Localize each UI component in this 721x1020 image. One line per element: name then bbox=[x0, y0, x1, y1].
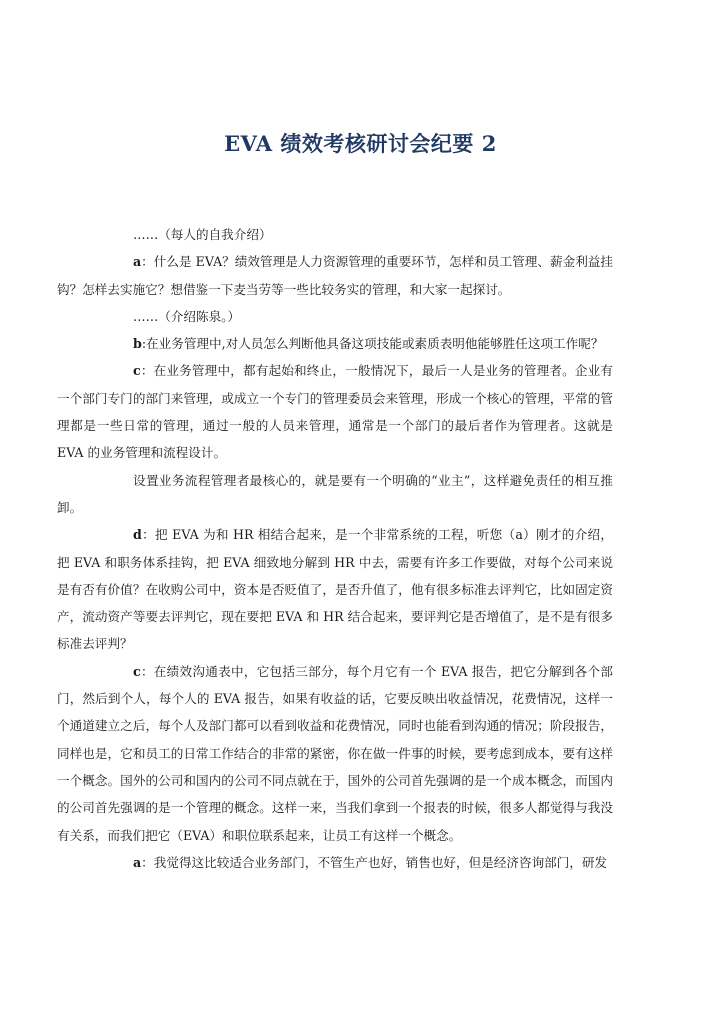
paragraph-text: :在业务管理中,对人员怎么判断他具备这项技能或素质表明他能够胜任这项工作呢？ bbox=[141, 336, 604, 352]
paragraph-intro bbox=[57, 221, 613, 248]
document-title: EVA 绩效考核研讨会纪要 2 bbox=[224, 131, 497, 156]
speaker-label: c bbox=[133, 663, 141, 679]
paragraph-text: ……（介绍陈泉。） bbox=[133, 308, 241, 324]
paragraph-b-question bbox=[57, 330, 613, 357]
paragraph-text: ……（每人的自我介绍） bbox=[133, 227, 272, 242]
paragraph-text: 设置业务流程管理者最核心的，就是要有一个明确的“业主”，这样避免责任的相互推卸。 bbox=[57, 472, 613, 515]
paragraph-a-comment bbox=[57, 849, 613, 876]
paragraph-text: ：我觉得这比较适合业务部门，不管生产也好，销售也好，但是经济咨询部门，研发 bbox=[141, 854, 608, 870]
speaker-label: b bbox=[133, 336, 142, 352]
paragraph-text: ：在业务管理中，都有起始和终止，一般情况下，最后一人是业务的管理者。企业有一个部门专门的部门来管理，或成立一个专门的管理委员会来管理，形成一个核心的管理，平常的管理都是一些日常的管理，通过一般的人员来管理，通常是一个部门的最后者作为管理者。这就是 EVA 的业务管理和流程设计。 bbox=[57, 363, 613, 461]
speaker-label: a bbox=[133, 254, 142, 270]
document-body bbox=[57, 221, 613, 876]
paragraph-intro-chen bbox=[57, 303, 613, 330]
paragraph-c-answer bbox=[57, 357, 613, 466]
speaker-label: a bbox=[133, 854, 142, 870]
paragraph-text: ：在绩效沟通表中，它包括三部分，每个月它有一个 EVA 报告，把它分解到各个部门，然后到个人，每个人的 EVA 报告，如果有收益的话，它要反映出收益情况，花费情况，这样一个通道建立之后，每个人及部门都可以看到收益和花费情况，同时也能看到沟通的情况；阶段报告，同样也是，它和员工的日常工作结合的非常的紧密，你在做一件事的时候，要考虑到成本，要有这样一个概念。国外的公司和国内的公司不同点就在于，国外的公司首先强调的是一个成本概念，而国内的公司首先强调的是一个管理的概念。这样一来，当我们拿到一个报表的时候，很多人都觉得与我没有关系，而我们把它（EVA）和职位联系起来，让员工有这样一个概念。 bbox=[57, 663, 613, 843]
paragraph-text: ：把 EVA 为和 HR 相结合起来，是一个非常系统的工程，听您（a）刚才的介绍，把 EVA 和职务体系挂钩，把 EVA 细致地分解到 HR 中去，需要有许多工作要做，对每个公司来说是有否有价值？在收购公司中，资本是否贬值了，是否升值了，他有很多标准去评判它，比如固定资产，流动资产等要去评判它，现在要把 EVA 和 HR 结合起来，要评判它是否增值了，是不是有很多标准去评判？ bbox=[57, 527, 613, 652]
paragraph-d-question bbox=[57, 521, 613, 657]
speaker-label: d bbox=[133, 527, 142, 543]
paragraph-process-owner bbox=[57, 467, 613, 522]
speaker-label: c bbox=[133, 363, 141, 379]
paragraph-a-question bbox=[57, 248, 613, 303]
paragraph-text: ：什么是 EVA？绩效管理是人力资源管理的重要环节，怎样和员工管理、薪金利益挂钩？怎样去实施它？想借鉴一下麦当劳等一些比较务实的管理，和大家一起探讨。 bbox=[57, 254, 613, 297]
paragraph-c-answer-2 bbox=[57, 658, 613, 849]
